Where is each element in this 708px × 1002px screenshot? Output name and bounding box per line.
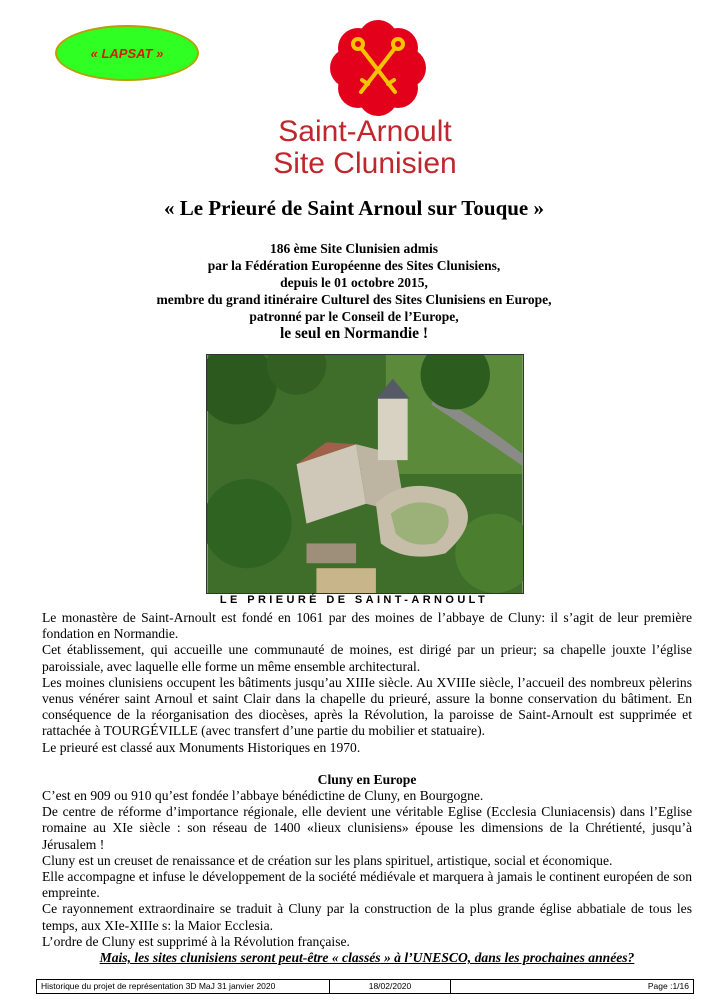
lapsat-badge-text: « LAPSAT » [90,45,164,61]
paragraph: Les moines clunisiens occupent les bâtiments jusqu’au XIIIe siècle. Au XVIIIe siècle, l’accueil des nombreux pèlerins venus vénérer saint Arnoul et saint Clair dans la chapelle du prieuré, assure la bonne conservation du bâtiment. En conséquence de la réorganisation des diocèses, après la Révolution, la paroisse de Saint-Arnoult est supprimée et rattachée à TOURGÉVILLE (avec transfert d’une partie du mobilier et statuaire). [42,674,692,739]
subtitle-line: par la Fédération Européenne des Sites Clunisiens, [207,258,501,273]
paragraph: Cluny est un creuset de renaissance et de création sur les plans spirituel, artistique, social et économique. [42,852,613,868]
subtitle-line-emphasis: le seul en Normandie ! [279,325,429,342]
lapsat-badge [55,25,199,81]
photo-caption: LE PRIEURÉ DE SAINT-ARNOULT [219,594,489,606]
logo-text-line1: Saint-Arnoult [278,115,452,148]
site-clunisien-logo-text [240,116,490,180]
footer-date: 18/02/2020 [330,980,451,993]
clunisien-emblem-icon [328,18,428,118]
paragraph: Le prieuré est classé aux Monuments Historiques en 1970. [42,739,361,755]
subtitle-line: membre du grand itinéraire Culturel des Sites Clunisiens en Europe, [156,292,552,307]
paragraph: C’est en 909 ou 910 qu’est fondée l’abbaye bénédictine de Cluny, en Bourgogne. [42,788,484,804]
page-title: « Le Prieuré de Saint Arnoul sur Touque » [163,196,544,220]
paragraph: Cet établissement, qui accueille une communauté de moines, est dirigé par un prieur; sa chapelle jouxte l’église paroissiale, avec laquelle elle forme un même ensemble architectural. [42,642,692,674]
body-text [42,610,692,966]
paragraph: L’ordre de Cluny est supprimé à la Révolution française. [42,933,350,949]
paragraph: Ce rayonnement extraordinaire se traduit à Cluny par la construction de la plus grande église abbatiale de tous les temps, aux XIe-XIIIe s: la Maior Ecclesia. [42,901,692,933]
footer-document: Historique du projet de représentation 3D MaJ 31 janvier 2020 [37,980,330,993]
section-heading-cluny-europe: Cluny en Europe [317,771,417,787]
paragraph: Le monastère de Saint-Arnoult est fondé en 1061 par des moines de l’abbaye de Cluny: il s’agit de leur première fondation en Normandie. [42,610,692,642]
footer-page-number: Page :1/16 [647,981,689,991]
priory-aerial-photo [206,354,524,594]
paragraph: Elle accompagne et infuse le développement de la société médiévale et marquera à jamais le continent européen de son empreinte. [42,869,692,901]
subtitle-line: depuis le 01 octobre 2015, [280,275,428,290]
logo-text-line2: Site Clunisien [273,147,457,180]
subtitle-line: patronné par le Conseil de l’Europe, [249,309,459,324]
paragraph: De centre de réforme d’importance régionale, elle devient une véritable Eglise (Ecclesia Cluniacensis) dans l’Eglise romaine au XIe siècle : son réseau de 1400 «lieux clunisiens» épouse les dimensions de la Chrétienté, jusqu’à Jérusalem ! [42,804,692,852]
page-footer [36,979,694,994]
closing-statement: Mais, les sites clunisiens seront peut-être « classés » à l’UNESCO, dans les prochaines années? [99,950,635,966]
subtitle-line: 186 ème Site Clunisien admis [269,241,438,256]
subtitle-block [0,240,708,342]
